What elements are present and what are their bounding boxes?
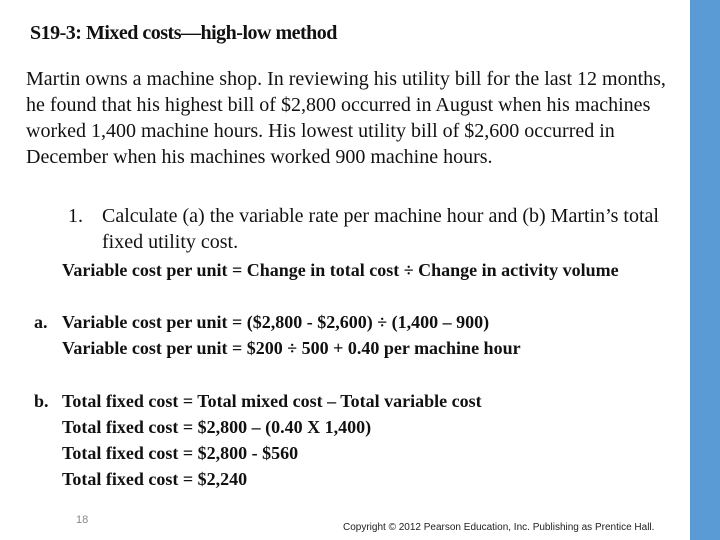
part-b-row-3: [34, 440, 674, 466]
accent-sidebar: [690, 0, 720, 540]
copyright-notice: Copyright © 2012 Pearson Education, Inc. Publishing as Prentice Hall.: [343, 522, 655, 533]
part-b: [34, 388, 674, 492]
part-b-line: Total fixed cost = Total mixed cost – Total variable cost: [62, 391, 482, 411]
part-b-row-1: [34, 388, 674, 414]
question-text: Calculate (a) the variable rate per machine hour and (b) Martin’s total fixed utility cost.: [102, 205, 659, 253]
formula-line: Variable cost per unit = Change in total cost ÷ Change in activity volume: [62, 260, 619, 280]
part-a-line: Variable cost per unit = ($2,800 - $2,600) ÷ (1,400 – 900): [62, 312, 490, 332]
part-a-label: a.: [34, 312, 48, 332]
part-b-line: Total fixed cost = $2,240: [62, 469, 248, 489]
slide-title: S19-3: Mixed costs—high-low method: [30, 22, 337, 44]
problem-statement: Martin owns a machine shop. In reviewing his utility bill for the last 12 months, he found that his highest bill of $2,800 occurred in August when his machines worked 1,400 machine hours. His lowest utility bill of $2,600 occurred in December when his machines worked 900 machine hours.: [26, 68, 666, 168]
part-a: [34, 309, 674, 361]
part-b-line: Total fixed cost = $2,800 - $560: [62, 443, 299, 463]
part-a-row-1: [34, 309, 674, 335]
part-a-row-2: [34, 335, 674, 361]
part-b-line: Total fixed cost = $2,800 – (0.40 X 1,400): [62, 417, 372, 437]
part-b-row-4: [34, 466, 674, 492]
question-number: 1.: [68, 205, 83, 227]
slide-number: 18: [76, 514, 89, 526]
part-b-row-2: [34, 414, 674, 440]
part-a-line: Variable cost per unit = $200 ÷ 500 + 0.40 per machine hour: [62, 338, 521, 358]
question-item: [68, 203, 668, 255]
part-b-label: b.: [34, 391, 49, 411]
